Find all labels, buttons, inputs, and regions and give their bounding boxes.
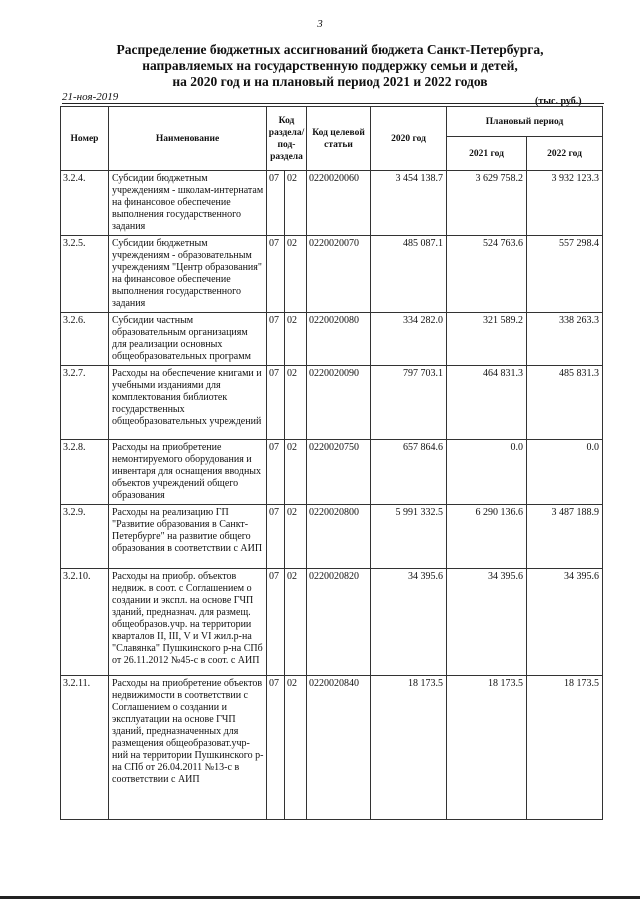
row-value-2022: 338 263.3 (527, 313, 603, 366)
row-target-code: 0220020090 (307, 366, 371, 440)
row-target-code: 0220020840 (307, 676, 371, 820)
row-section: 07 (267, 505, 285, 569)
row-value-2021: 321 589.2 (447, 313, 527, 366)
row-subsection: 02 (285, 236, 307, 313)
row-value-2022: 3 932 123.3 (527, 171, 603, 236)
title-line-2: направляемых на государственную поддержку семьи и детей, (142, 58, 518, 73)
units-label: (тыс. руб.) (535, 96, 582, 107)
row-value-2021: 464 831.3 (447, 366, 527, 440)
row-section: 07 (267, 676, 285, 820)
row-value-2021: 18 173.5 (447, 676, 527, 820)
row-name: Расходы на приобретение объектов недвижимости в соответствии с Соглашением о создании и эксплуатации на основе ГЧП зданий, предназначенных для размещения общеобразоват.учр-ний на территории Пушкинского р-на СПб от 26.04.2011 №13-с в соответствии с АИП (109, 676, 267, 820)
header-target-code: Код целевой статьи (307, 107, 371, 171)
row-section: 07 (267, 313, 285, 366)
row-name: Субсидии частным образовательным организациям для реализации основных общеобразовательных программ (109, 313, 267, 366)
row-number: 3.2.4. (61, 171, 109, 236)
row-name: Расходы на приобр. объектов недвиж. в соот. с Соглашением о создании и экспл. на основе ГЧП зданий, предназнач. для размещ. общеобразов.учр. на территории кварталов II, III, V и VI жил.р-на "Славянка" Пушкинского р-на СПб от 26.11.2012 №45-с в соот. с АИП (109, 569, 267, 676)
title-line-3: на 2020 год и на плановый период 2021 и 2022 годов (172, 74, 488, 89)
row-subsection: 02 (285, 171, 307, 236)
row-value-2022: 18 173.5 (527, 676, 603, 820)
row-value-2020: 18 173.5 (371, 676, 447, 820)
row-target-code: 0220020080 (307, 313, 371, 366)
row-target-code: 0220020060 (307, 171, 371, 236)
row-section: 07 (267, 171, 285, 236)
row-value-2022: 485 831.3 (527, 366, 603, 440)
row-value-2021: 34 395.6 (447, 569, 527, 676)
row-value-2022: 557 298.4 (527, 236, 603, 313)
row-target-code: 0220020820 (307, 569, 371, 676)
row-name: Субсидии бюджетным учреждениям - образовательным учреждениям "Центр образования" на финансовое обеспечение выполнения государственного задания (109, 236, 267, 313)
row-target-code: 0220020070 (307, 236, 371, 313)
row-value-2020: 34 395.6 (371, 569, 447, 676)
header-2020: 2020 год (371, 107, 447, 171)
row-subsection: 02 (285, 440, 307, 505)
row-number: 3.2.11. (61, 676, 109, 820)
row-subsection: 02 (285, 313, 307, 366)
row-number: 3.2.5. (61, 236, 109, 313)
header-plan-period: Плановый период (447, 107, 603, 137)
document-date: 21-ноя-2019 (62, 91, 119, 103)
header-number: Номер (61, 107, 109, 171)
budget-table (60, 106, 603, 820)
row-number: 3.2.10. (61, 569, 109, 676)
row-value-2020: 657 864.6 (371, 440, 447, 505)
row-subsection: 02 (285, 366, 307, 440)
row-value-2020: 3 454 138.7 (371, 171, 447, 236)
row-subsection: 02 (285, 676, 307, 820)
row-value-2021: 0.0 (447, 440, 527, 505)
row-value-2020: 485 087.1 (371, 236, 447, 313)
row-value-2021: 3 629 758.2 (447, 171, 527, 236)
row-value-2021: 6 290 136.6 (447, 505, 527, 569)
table-row (61, 440, 603, 505)
footer-rule (0, 896, 640, 899)
row-name: Расходы на обеспечение книгами и учебными изданиями для комплектования библиотек государственных общеобразовательных учреждений (109, 366, 267, 440)
row-section: 07 (267, 366, 285, 440)
header-name: Наименование (109, 107, 267, 171)
table-row (61, 366, 603, 440)
document-title (60, 42, 600, 90)
row-section: 07 (267, 569, 285, 676)
table-row (61, 171, 603, 236)
row-number: 3.2.9. (61, 505, 109, 569)
row-name: Расходы на приобретение немонтируемого оборудования и инвентаря для оснащения вводных объектов учреждений общего образования (109, 440, 267, 505)
table-row (61, 313, 603, 366)
header-2021: 2021 год (447, 137, 527, 171)
row-value-2022: 0.0 (527, 440, 603, 505)
header-rule (62, 103, 604, 104)
table-body (61, 171, 603, 820)
page-number: 3 (317, 18, 323, 30)
table-row (61, 569, 603, 676)
row-name: Субсидии бюджетным учреждениям - школам-интернатам на финансовое обеспечение выполнения государственного задания (109, 171, 267, 236)
row-number: 3.2.8. (61, 440, 109, 505)
row-number: 3.2.6. (61, 313, 109, 366)
row-value-2022: 3 487 188.9 (527, 505, 603, 569)
row-value-2022: 34 395.6 (527, 569, 603, 676)
row-value-2020: 5 991 332.5 (371, 505, 447, 569)
row-section: 07 (267, 236, 285, 313)
row-subsection: 02 (285, 505, 307, 569)
row-value-2021: 524 763.6 (447, 236, 527, 313)
table-row (61, 236, 603, 313)
row-target-code: 0220020800 (307, 505, 371, 569)
table-row (61, 505, 603, 569)
header-section-code: Код раздела/ под-раздела (267, 107, 307, 171)
row-value-2020: 334 282.0 (371, 313, 447, 366)
row-subsection: 02 (285, 569, 307, 676)
row-number: 3.2.7. (61, 366, 109, 440)
row-name: Расходы на реализацию ГП "Развитие образования в Санкт-Петербурге" на развитие общего образования в соответствии с АИП (109, 505, 267, 569)
header-2022: 2022 год (527, 137, 603, 171)
row-section: 07 (267, 440, 285, 505)
table-row (61, 676, 603, 820)
row-value-2020: 797 703.1 (371, 366, 447, 440)
row-target-code: 0220020750 (307, 440, 371, 505)
title-line-1: Распределение бюджетных ассигнований бюджета Санкт-Петербурга, (116, 42, 544, 57)
